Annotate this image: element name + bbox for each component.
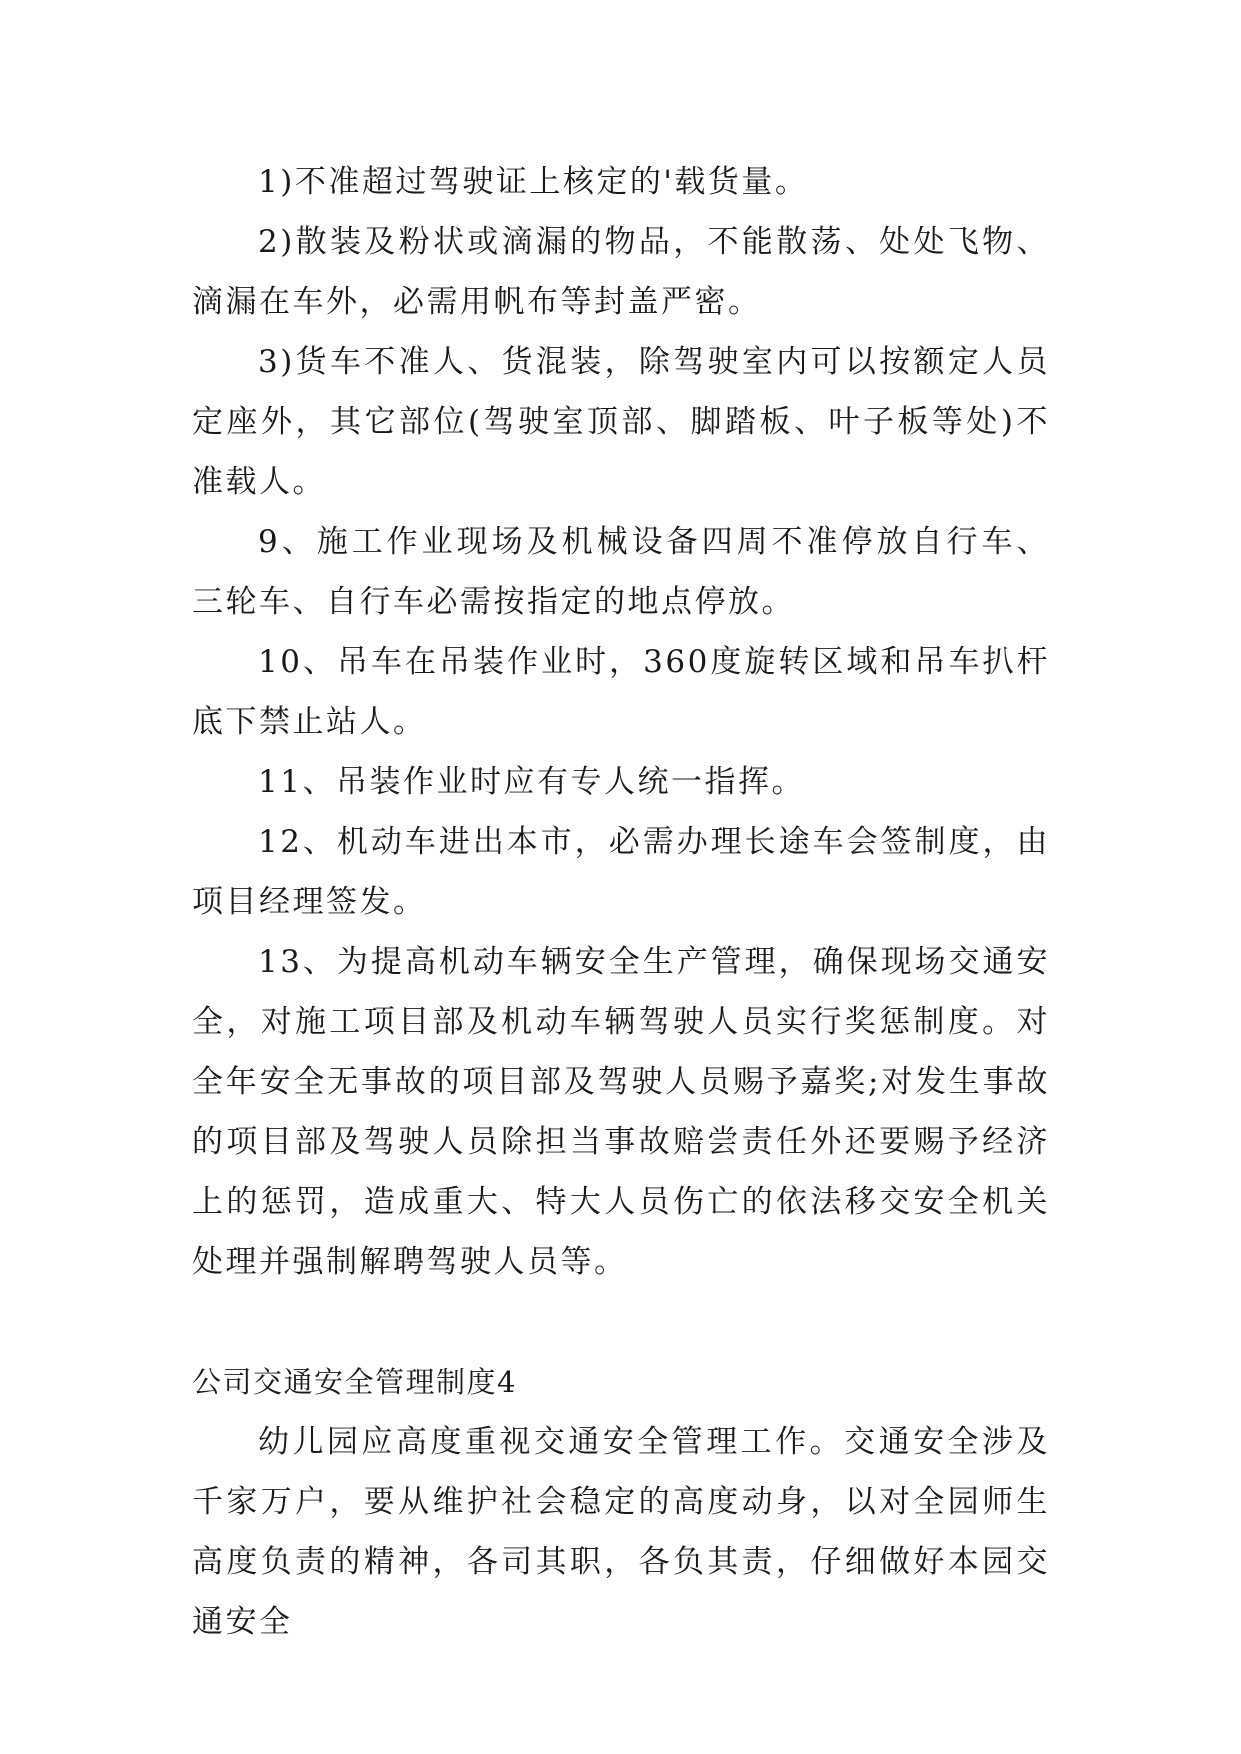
paragraph-item-12: 12、机动车进出本市，必需办理长途车会签制度，由项目经理签发。 (192, 824, 1050, 920)
paragraph-item-13: 13、为提高机动车辆安全生产管理，确保现场交通安全，对施工项目部及机动车辆驾驶人员实行奖惩制度。对全年安全无事故的项目部及驾驶人员赐予嘉奖;对发生事故的项目部及驾驶人员除担当事故赔尝责任外还要赐予经济上的惩罚，造成重大、特大人员伤亡的依法移交安全机关处理并强制解聘驾驶人员等。 (192, 944, 1050, 1280)
document-page (192, 152, 1050, 1652)
paragraph-item-9: 9、施工作业现场及机械设备四周不准停放自行车、三轮车、自行车必需按指定的地点停放。 (192, 524, 1050, 620)
paragraph-rule-3: 3)货车不准人、货混装，除驾驶室内可以按额定人员定座外，其它部位(驾驶室顶部、脚踏板、叶子板等处)不准载人。 (192, 344, 1050, 500)
paragraph-rule-2: 2)散装及粉状或滴漏的物品，不能散荡、处处飞物、滴漏在车外，必需用帆布等封盖严密。 (192, 224, 1050, 320)
paragraph-intro: 幼儿园应高度重视交通安全管理工作。交通安全涉及千家万户，要从维护社会稳定的高度动身，以对全园师生高度负责的精神，各司其职，各负其责，仔细做好本园交通安全 (192, 1424, 1050, 1640)
paragraph-item-11: 11、吊装作业时应有专人统一指挥。 (258, 764, 805, 800)
section-heading: 公司交通安全管理制度4 (192, 1365, 517, 1399)
paragraph-rule-1: 1)不准超过驾驶证上核定的'载货量。 (258, 164, 809, 200)
paragraph-item-10: 10、吊车在吊装作业时，360度旋转区域和吊车扒杆底下禁止站人。 (192, 644, 1050, 740)
section-spacer (192, 1292, 1050, 1352)
